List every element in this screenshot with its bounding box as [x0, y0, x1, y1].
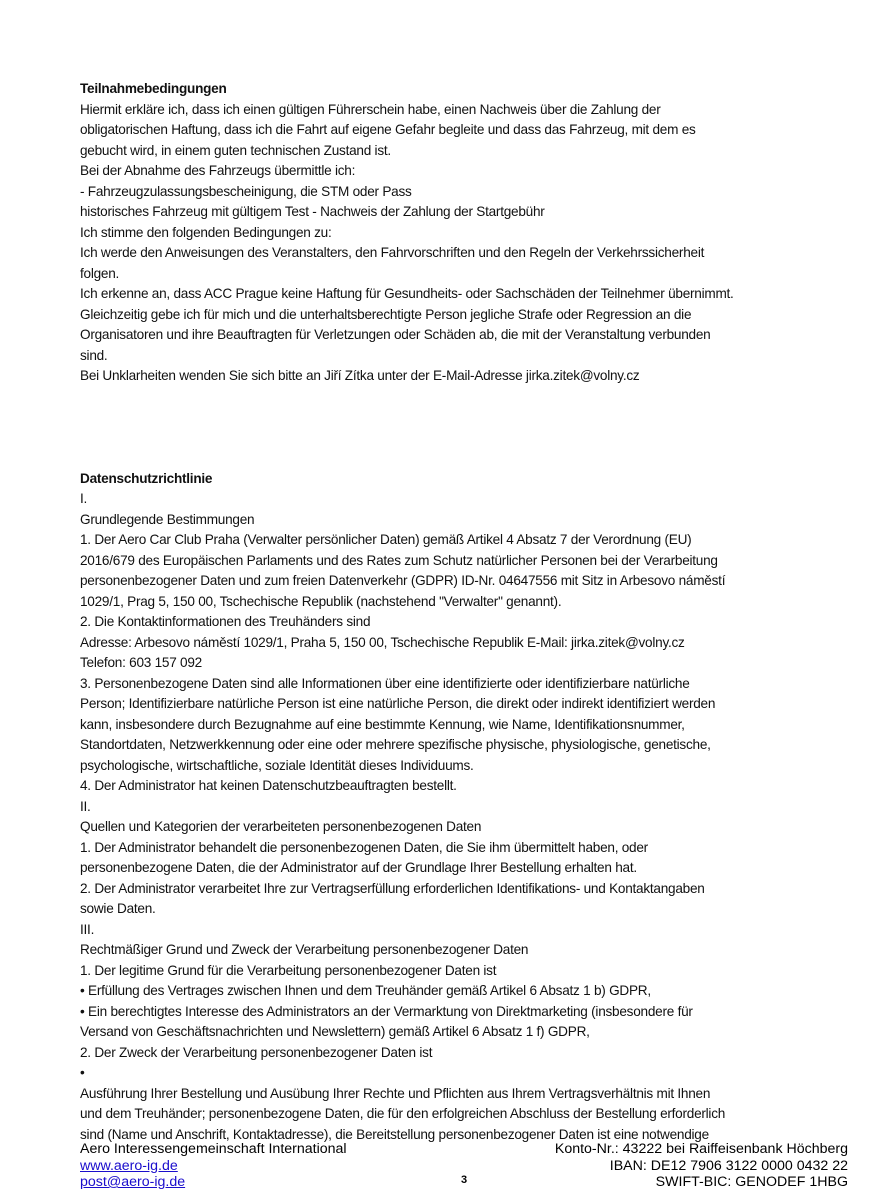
section-heading: Datenschutzrichtlinie	[80, 470, 213, 486]
website-link[interactable]: www.aero-ig.de	[80, 1157, 178, 1174]
text-line: psychologische, wirtschaftliche, soziale Identität dieses Individuums.	[80, 757, 474, 773]
text-line: Quellen und Kategorien der verarbeiteten personenbezogenen Daten	[80, 819, 482, 834]
text-line: sowie Daten.	[80, 901, 156, 916]
text-line: 4. Der Administrator hat keinen Datenschutzbeauftragten bestellt.	[80, 778, 457, 793]
organization-name: Aero Interessengemeinschaft International	[80, 1141, 347, 1157]
text-line: • Erfüllung des Vertrages zwischen Ihnen und dem Treuhänder gemäß Artikel 6 Absatz 1 b) GDPR,	[80, 983, 651, 998]
iban: IBAN: DE12 7906 3122 0000 0432 22	[609, 1157, 848, 1174]
text-line: Gleichzeitig gebe ich für mich und die unterhaltsberechtigte Person jegliche Strafe oder Regression an die	[80, 306, 692, 322]
text-line: sind.	[80, 347, 108, 363]
footer-bank-block	[555, 1141, 848, 1191]
text-line: obligatorischen Haftung, dass ich die Fahrt auf eigene Gefahr begleite und dass das Fahrzeug, mit dem es	[80, 122, 696, 137]
email-link[interactable]: post@aero-ig.de	[80, 1174, 186, 1190]
spacer	[80, 428, 860, 469]
spacer	[80, 387, 860, 428]
text-line: Bei der Abnahme des Fahrzeugs übermittle ich:	[80, 163, 356, 178]
text-line: Standortdaten, Netzwerkkennung oder eine oder mehrere spezifische physische, physiologische, genetische,	[80, 737, 711, 752]
text-line: II.	[80, 798, 91, 814]
text-line: 1. Der Administrator behandelt die personenbezogenen Daten, die Sie ihm übermittelt haben, oder	[80, 839, 648, 855]
text-line: Ich stimme den folgenden Bedingungen zu:	[80, 224, 332, 240]
text-line: Ich erkenne an, dass ACC Prague keine Haftung für Gesundheits- oder Sachschäden der Teilnehmer übernimmt.	[80, 286, 734, 301]
text-line: historisches Fahrzeug mit gültigem Test - Nachweis der Zahlung der Startgebühr	[80, 204, 545, 219]
footer-organization-block	[80, 1141, 347, 1191]
text-line: Rechtmäßiger Grund und Zweck der Verarbeitung personenbezogener Daten	[80, 942, 529, 957]
text-line: 1. Der Aero Car Club Praha (Verwalter persönlicher Daten) gemäß Artikel 4 Absatz 7 der Verordnung (EU)	[80, 532, 692, 547]
text-line: Telefon: 603 157 092	[80, 655, 202, 670]
text-line: Bei Unklarheiten wenden Sie sich bitte an Jiří Zítka unter der E-Mail-Adresse jirka.zitek@volny.cz	[80, 368, 640, 383]
text-line: personenbezogener Daten und zum freien Datenverkehr (GDPR) ID-Nr. 04647556 mit Sitz in Arbesovo náměstí	[80, 573, 726, 588]
text-line: 2. Der Administrator verarbeitet Ihre zur Vertragserfüllung erforderlichen Identifikations- und Kontaktangaben	[80, 880, 705, 896]
text-line: Hiermit erkläre ich, dass ich einen gültigen Führerschein habe, einen Nachweis über die Zahlung der	[80, 101, 661, 117]
text-line: und dem Treuhänder; personenbezogene Daten, die für den erfolgreichen Abschluss der Bestellung erforderlich	[80, 1106, 726, 1121]
text-line: 1029/1, Prag 5, 150 00, Tschechische Republik (nachstehend "Verwalter" genannt).	[80, 593, 562, 609]
text-line: Adresse: Arbesovo náměstí 1029/1, Praha 5, 150 00, Tschechische Republik E-Mail: jirka.zitek@volny.cz	[80, 634, 685, 650]
text-line: 2016/679 des Europäischen Parlaments und des Rates zum Schutz natürlicher Personen bei der Verarbeitung	[80, 552, 718, 568]
page-number: 3	[461, 1174, 468, 1186]
text-line: gebucht wird, in einem guten technischen Zustand ist.	[80, 142, 391, 158]
text-line: - Fahrzeugzulassungsbescheinigung, die STM oder Pass	[80, 183, 412, 199]
section-heading: Teilnahmebedingungen	[80, 81, 227, 96]
bullet-line: •	[80, 1065, 85, 1080]
swift-bic: SWIFT-BIC: GENODEF 1HBG	[655, 1174, 848, 1190]
text-line: Ich werde den Anweisungen des Veranstalters, den Fahrvorschriften und den Regeln der Verkehrssicherheit	[80, 245, 705, 260]
text-line: folgen.	[80, 265, 120, 281]
section-participation-conditions	[80, 79, 860, 387]
text-line: personenbezogene Daten, die der Administrator auf der Grundlage Ihrer Bestellung erhalten hat.	[80, 860, 637, 875]
text-line: 1. Der legitime Grund für die Verarbeitung personenbezogener Daten ist	[80, 962, 497, 978]
text-line: Ausführung Ihrer Bestellung und Ausübung Ihrer Rechte und Pflichten aus Ihrem Vertragsverhältnis mit Ihnen	[80, 1085, 711, 1101]
text-line: 2. Die Kontaktinformationen des Treuhänders sind	[80, 614, 371, 629]
text-line: Grundlegende Bestimmungen	[80, 511, 255, 527]
text-line: sind (Name und Anschrift, Kontaktadresse), die Bereitstellung personenbezogener Daten ist eine notwendige	[80, 1126, 709, 1142]
section-privacy-policy	[80, 469, 860, 1146]
text-line: III.	[80, 921, 95, 937]
document-body	[80, 79, 860, 1145]
text-line: Person; Identifizierbare natürliche Person ist eine natürliche Person, die direkt oder indirekt identifiziert werden	[80, 696, 716, 711]
text-line: Organisatoren und ihre Beauftragten für Verletzungen oder Schäden ab, die mit der Veranstaltung verbunden	[80, 327, 711, 342]
bank-account: Konto-Nr.: 43222 bei Raiffeisenbank Höchberg	[554, 1141, 848, 1157]
text-line: • Ein berechtigtes Interesse des Administrators an der Vermarktung von Direktmarketing (insbesondere für	[80, 1003, 693, 1019]
text-line: kann, insbesondere durch Bezugnahme auf eine bestimmte Kennung, wie Name, Identifikationsnummer,	[80, 716, 685, 732]
text-line: 3. Personenbezogene Daten sind alle Informationen über eine identifizierte oder identifizierbare natürliche	[80, 675, 690, 691]
text-line: 2. Der Zweck der Verarbeitung personenbezogener Daten ist	[80, 1044, 433, 1060]
text-line: I.	[80, 491, 88, 506]
text-line: Versand von Geschäftsnachrichten und Newslettern) gemäß Artikel 6 Absatz 1 f) GDPR,	[80, 1024, 590, 1039]
